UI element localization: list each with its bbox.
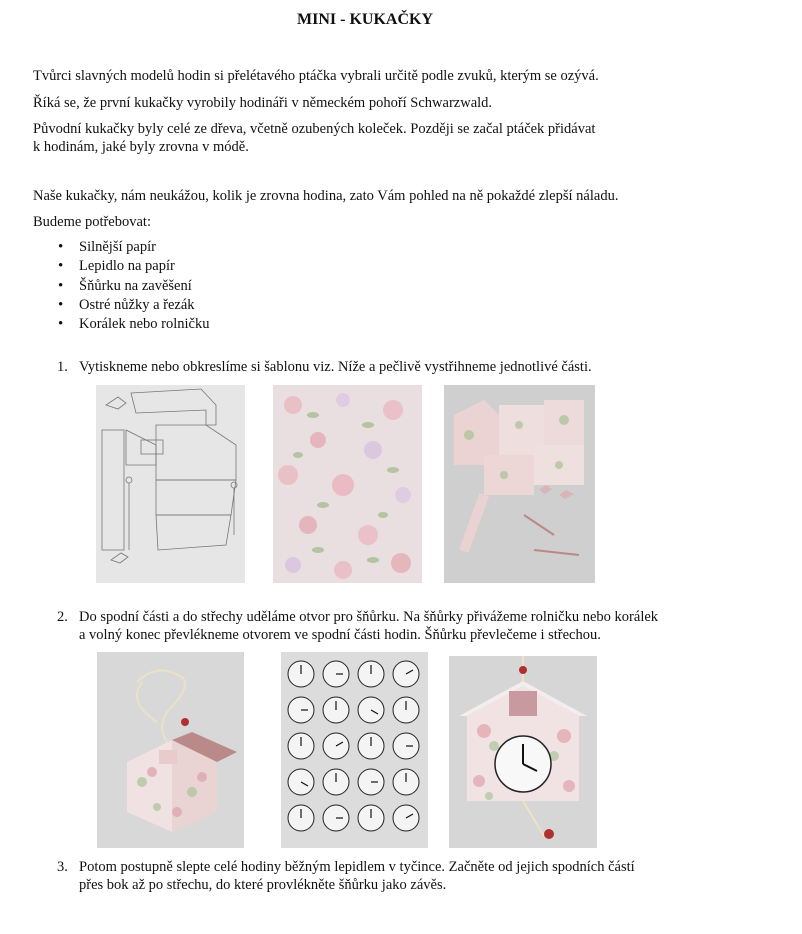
step-number: 1. — [57, 359, 68, 375]
list-item: • Lepidlo na papír — [33, 257, 209, 276]
intro-paragraph-3-line-2: k hodinám, jaké byly zrovna v módě. — [33, 139, 249, 155]
list-item: • Silnější papír — [33, 238, 209, 257]
intro-paragraph-1: Tvůrci slavných modelů hodin si přelétavého ptáčka vybrali určitě podle zvuků, kterým se ozývá. — [33, 68, 599, 84]
step-text-continued: a volný konec převlékneme otvorem ve spodní části hodin. Šňůrku převlečeme i střechou. — [79, 627, 601, 643]
cut-parts-photo — [444, 385, 595, 583]
step-text-continued: přes bok až po střechu, do které provlékněte šňůrku jako závěs. — [79, 877, 447, 893]
assembled-box-photo — [97, 652, 244, 848]
step-text: Do spodní části a do střechy uděláme otvor pro šňůrku. Na šňůrky přivážeme rolničku nebo korálek — [79, 609, 659, 625]
step-number: 2. — [57, 609, 68, 625]
intro-paragraph-2: Říká se, že první kukačky vyrobily hodináři v německém pohoří Schwarzwald. — [33, 95, 493, 111]
materials-heading: Budeme potřebovat: — [33, 214, 151, 230]
step-3 — [57, 858, 635, 894]
clock-faces-sheet-photo — [281, 652, 428, 848]
step-number: 3. — [57, 859, 68, 875]
step-text: Potom postupně slepte celé hodiny běžným lepidlem v tyčince. Začněte od jejich spodních částí — [79, 859, 635, 875]
mood-paragraph: Naše kukačky, nám neukážou, kolik je zrovna hodina, zato Vám pohled na ně pokaždé zlepší náladu. — [33, 188, 619, 204]
floral-paper-photo — [273, 385, 422, 583]
step-2 — [57, 608, 658, 644]
finished-cuckoo-clock-photo — [449, 656, 597, 848]
template-sheet-photo — [96, 385, 245, 583]
list-item: • Ostré nůžky a řezák — [33, 296, 209, 315]
document-title: MINI - KUKAČKY — [297, 11, 433, 28]
list-item: • Korálek nebo rolničku — [33, 315, 209, 334]
step-text: Vytiskneme nebo obkreslíme si šablonu viz. Níže a pečlivě vystřihneme jednotlivé části. — [79, 359, 592, 375]
step-1 — [57, 358, 592, 376]
list-item: • Šňůrku na zavěšení — [33, 277, 209, 296]
intro-paragraph-3-line-1: Původní kukačky byly celé ze dřeva, včetně ozubených koleček. Později se začal ptáček přidávat — [33, 121, 596, 137]
materials-list — [33, 238, 209, 334]
